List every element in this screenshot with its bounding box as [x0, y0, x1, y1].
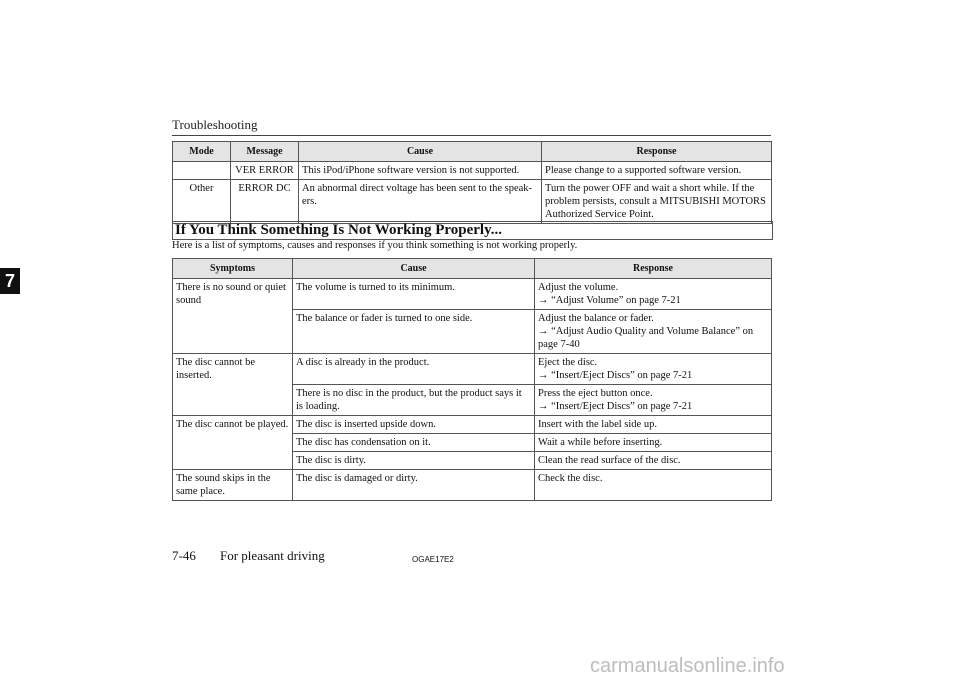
symptom-cell: The sound skips in the same place.	[173, 470, 293, 501]
symptom-cell: The disc cannot be inserted.	[173, 354, 293, 416]
watermark: carmanualsonline.info	[590, 655, 785, 677]
cause-cell: A disc is already in the product.	[293, 354, 535, 385]
footer-section-title: For pleasant driving	[220, 548, 325, 563]
column-header: Cause	[293, 259, 535, 279]
message-cell: ERROR DC	[231, 180, 299, 224]
response-reference: → “Adjust Volume” on page 7-21	[538, 295, 681, 306]
cause-cell: This iPod/iPhone software version is not supported.	[299, 162, 542, 180]
response-line: Adjust the volume.	[538, 282, 619, 293]
cause-cell: There is no disc in the product, but the product says it is loading.	[293, 385, 535, 416]
table-row	[173, 416, 772, 434]
response-cell: Turn the power OFF and wait a short while. If the problem persists, consult a MITSUBISHI MOTORS Authorized Service Point.	[542, 180, 772, 224]
response-cell: Clean the read surface of the disc.	[535, 452, 772, 470]
mode-cell: Other	[173, 180, 231, 224]
response-cell: Check the disc.	[535, 470, 772, 501]
column-header: Symptoms	[173, 259, 293, 279]
table-row	[173, 470, 772, 501]
response-line: Press the eject button once.	[538, 388, 653, 399]
cause-cell: The disc is dirty.	[293, 452, 535, 470]
response-cell	[535, 310, 772, 354]
table-row	[173, 162, 772, 180]
response-cell: Wait a while before inserting.	[535, 434, 772, 452]
response-cell	[535, 354, 772, 385]
mode-cell	[173, 162, 231, 180]
symptom-table-header	[173, 259, 772, 279]
response-reference: → “Insert/Eject Discs” on page 7-21	[538, 370, 693, 381]
cause-cell: The disc is inserted upside down.	[293, 416, 535, 434]
cause-cell: The disc is damaged or dirty.	[293, 470, 535, 501]
symptom-cell: The disc cannot be played.	[173, 416, 293, 470]
document-code: OGAE17E2	[412, 555, 454, 564]
message-cell: VER ERROR	[231, 162, 299, 180]
column-header: Message	[231, 142, 299, 162]
response-line: Adjust the balance or fader.	[538, 313, 654, 324]
running-header: Troubleshooting	[172, 117, 258, 132]
message-table-header	[173, 142, 772, 162]
response-reference: → “Adjust Audio Quality and Volume Balance” on page 7-40	[538, 326, 754, 350]
column-header: Response	[535, 259, 772, 279]
response-cell	[535, 279, 772, 310]
symptom-table	[172, 258, 772, 501]
cause-cell: The disc has condensation on it.	[293, 434, 535, 452]
column-header: Mode	[173, 142, 231, 162]
symptom-cell: There is no sound or quiet sound	[173, 279, 293, 354]
cause-cell: The volume is turned to its minimum.	[293, 279, 535, 310]
message-table	[172, 141, 772, 224]
page-number: 7-46	[172, 548, 196, 563]
header-rule	[172, 135, 771, 136]
table-row	[173, 279, 772, 310]
table-row	[173, 354, 772, 385]
table-row	[173, 180, 772, 224]
column-header: Cause	[299, 142, 542, 162]
column-header: Response	[542, 142, 772, 162]
cause-cell: An abnormal direct voltage has been sent to the speak-ers.	[299, 180, 542, 224]
response-line: Eject the disc.	[538, 357, 598, 368]
chapter-tab: 7	[0, 268, 20, 294]
response-reference: → “Insert/Eject Discs” on page 7-21	[538, 401, 693, 412]
response-cell	[535, 385, 772, 416]
response-cell: Please change to a supported software version.	[542, 162, 772, 180]
response-cell: Insert with the label side up.	[535, 416, 772, 434]
section-intro: Here is a list of symptoms, causes and responses if you think something is not working properly.	[172, 240, 578, 251]
cause-cell: The balance or fader is turned to one side.	[293, 310, 535, 354]
section-heading: If You Think Something Is Not Working Properly...	[172, 221, 773, 240]
